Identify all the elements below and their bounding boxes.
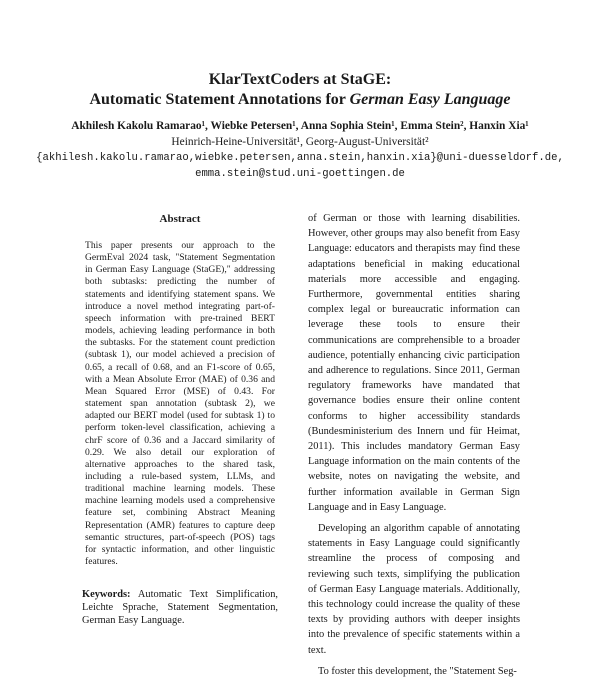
- body-paragraph-2: Developing an algorithm capable of annotating statements in Easy Language could significantly streamline the process of composing and reviewing such texts, simplifying the publication of German Easy Language materials. Additionally, this technology could increase the quality of these texts by providing authors with deeper insights into the prevalence of specific statements within a text.: [308, 523, 520, 656]
- author-block: [0, 118, 600, 182]
- keywords: [82, 588, 278, 627]
- email-line-1: {akhilesh.kakolu.ramarao,wiebke.petersen,anna.stein,hanxin.xia}@uni-duesseldorf.de,: [36, 152, 564, 164]
- abstract-body: This paper presents our approach to the GermEval 2024 task, "Statement Segmentation in German Easy Language (StaGE)," addressing both subtasks: predicting the number of statements and identifying statement spans. We introduce a novel method integrating part-of-speech information with pre-trained BERT models, achieving leading performance in both the subtasks. For the statement count prediction (subtask 1), our model achieved a precision of 0.65, a recall of 0.68, and an F1-score of 0.65, with a Mean Absolute Error (MAE) of 0.36 and Mean Squared Error (MSE) of 0.43. For statement span annotation (subtask 2), we adapted our BERT model (used for subtask 1) to perform token-level classification, achieving a chrF score of 0.36 and a Jaccard similarity of 0.29. We also detail our exploration of alternative approaches to the shared task, including a rule-based system, LLMs, and traditional machine learning models. These machine learning models used a comprehensive feature set, combining Abstract Meaning Representation (AMR) features to capture deep semantic structures, part-of-speech (POS) tags for syntactic information, and other linguistic features.: [85, 240, 275, 568]
- body-paragraph-1: of German or those with learning disabilities. However, other groups may also benefit from Easy Language: educators and therapists may find these adaptations beneficial in making educational materials more accessible and engaging. Furthermore, governmental entities sharing complex legal or bureaucratic information can leverage these tools to ensure their communications are comprehensible to a broader audience, potentially enhancing civic participation and adherence to regulations. Since 2011, German regulatory frameworks have mandated that governance bodies ensure their online content conforms to higher accessibility standards (Bundesministerium des Innern und für Heimat, 2011). This includes mandatory German Easy Language information on the main contents of the website, notes on navigating the website, and further information available in German Sign Language and in Easy Language.: [308, 213, 520, 513]
- paper-header: [0, 70, 600, 110]
- right-column: [308, 211, 520, 679]
- paper-title-italic: German Easy Language: [349, 91, 511, 108]
- email-line-2: emma.stein@stud.uni-goettingen.de: [195, 168, 405, 180]
- abstract-heading: Abstract: [159, 213, 201, 225]
- keywords-text: Automatic Text Simplification, Leichte Sprache, Statement Segmentation, German Easy Language.: [82, 589, 278, 627]
- paper-title-prefix: Automatic Statement Annotations for: [89, 91, 350, 108]
- keywords-label: Keywords:: [82, 589, 131, 601]
- paper-title-line2: [0, 90, 600, 110]
- affiliations: Heinrich-Heine-Universität¹, Georg-August-Universität²: [171, 136, 429, 148]
- body-paragraph-3: To foster this development, the "Statement Seg-: [318, 665, 517, 677]
- left-column: [82, 212, 278, 627]
- author-names: Akhilesh Kakolu Ramarao¹, Wiebke Petersen¹, Anna Sophia Stein¹, Emma Stein², Hanxin Xia¹: [71, 120, 529, 132]
- paper-title-line1: KlarTextCoders at StaGE:: [208, 71, 392, 88]
